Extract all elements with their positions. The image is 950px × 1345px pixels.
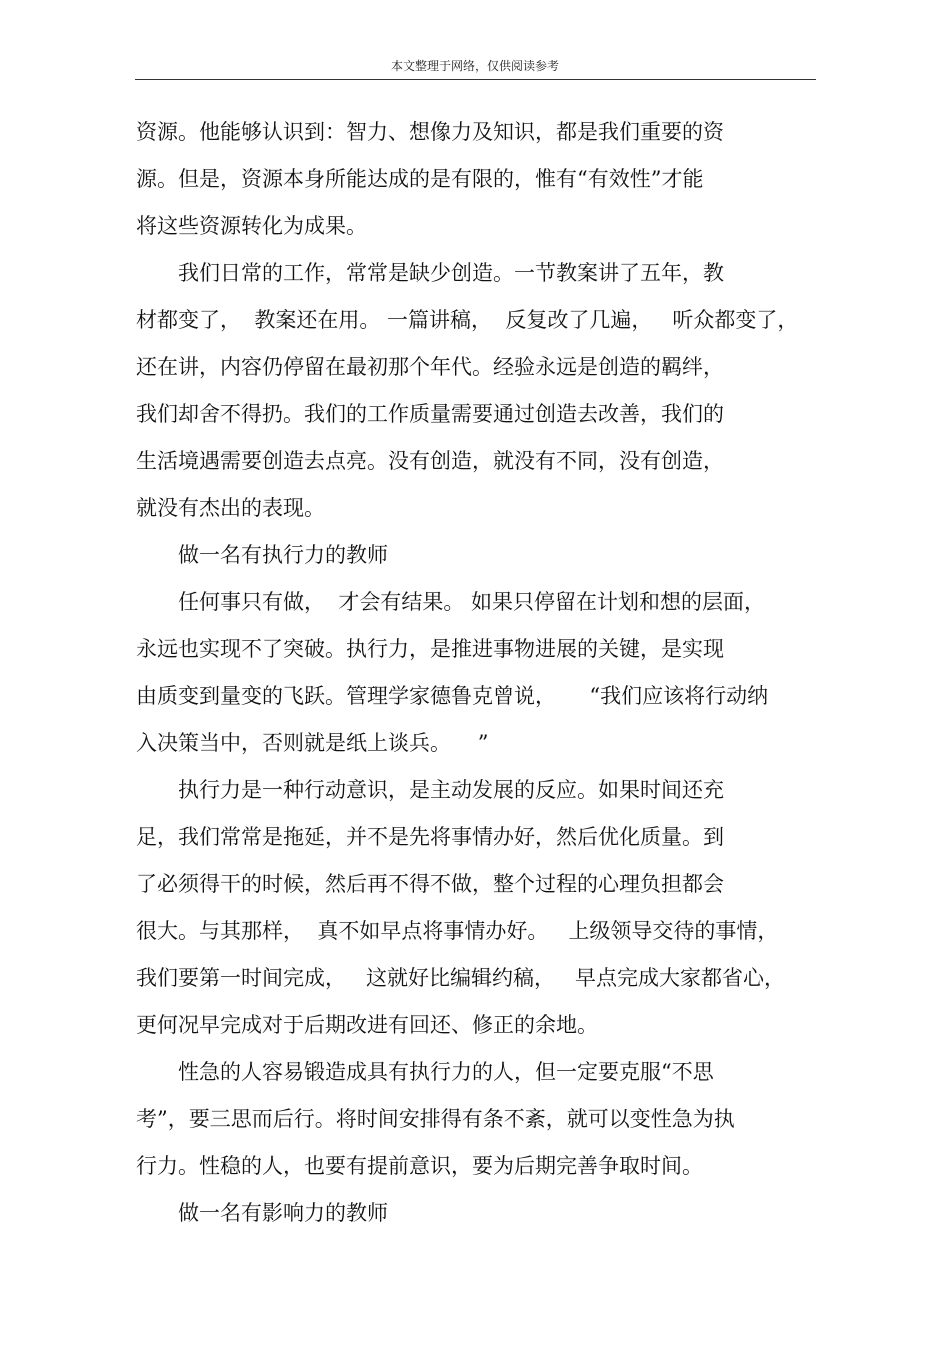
text-line: 资源。他能够认识到：智力、想像力及知识，都是我们重要的资 — [136, 120, 724, 144]
section-heading: 做一名有执行力的教师 — [136, 543, 388, 567]
text-line: 执行力是一种行动意识，是主动发展的反应。如果时间还充 — [136, 778, 724, 802]
text-line: 考”，要三思而后行。将时间安排得有条不紊，就可以变性急为执 — [136, 1107, 735, 1131]
text-line: 更何况早完成对于后期改进有回还、修正的余地。 — [136, 1013, 598, 1037]
section-heading: 做一名有影响力的教师 — [136, 1201, 388, 1225]
text-line: 由质变到量变的飞跃。管理学家德鲁克曾说， “我们应该将行动纳 — [136, 684, 769, 708]
text-line: 材都变了， 教案还在用。 一篇讲稿， 反复改了几遍， 听众都变了， — [136, 308, 799, 332]
text-line: 还在讲，内容仍停留在最初那个年代。经验永远是创造的羁绊， — [136, 355, 724, 379]
text-line: 就没有杰出的表现。 — [136, 496, 325, 520]
header-rule — [135, 79, 816, 80]
text-line: 性急的人容易锻造成具有执行力的人，但一定要克服“不思 — [136, 1060, 714, 1084]
page-header: 本文整理于网络，仅供阅读参考 — [390, 59, 559, 73]
text-line: 我们要第一时间完成， 这就好比编辑约稿， 早点完成大家都省心， — [136, 966, 786, 990]
text-line: 永远也实现不了突破。执行力，是推进事物进展的关键，是实现 — [136, 637, 724, 661]
text-line: 生活境遇需要创造去点亮。没有创造，就没有不同，没有创造， — [136, 449, 724, 473]
text-line: 将这些资源转化为成果。 — [136, 214, 367, 238]
text-line: 行力。性稳的人，也要有提前意识，要为后期完善争取时间。 — [136, 1154, 703, 1178]
text-line: 了必须得干的时候，然后再不得不做，整个过程的心理负担都会 — [136, 872, 724, 896]
text-line: 很大。与其那样， 真不如早点将事情办好。 上级领导交待的事情， — [136, 919, 779, 943]
text-line: 我们却舍不得扔。我们的工作质量需要通过创造去改善，我们的 — [136, 402, 724, 426]
text-line: 我们日常的工作，常常是缺少创造。一节教案讲了五年，教 — [136, 261, 724, 285]
text-line: 入决策当中，否则就是纸上谈兵。 ” — [136, 731, 489, 755]
text-line: 源。但是，资源本身所能达成的是有限的，惟有“有效性”才能 — [136, 167, 704, 191]
text-line: 足，我们常常是拖延，并不是先将事情办好，然后优化质量。到 — [136, 825, 724, 849]
text-line: 任何事只有做， 才会有结果。 如果只停留在计划和想的层面， — [136, 590, 766, 614]
